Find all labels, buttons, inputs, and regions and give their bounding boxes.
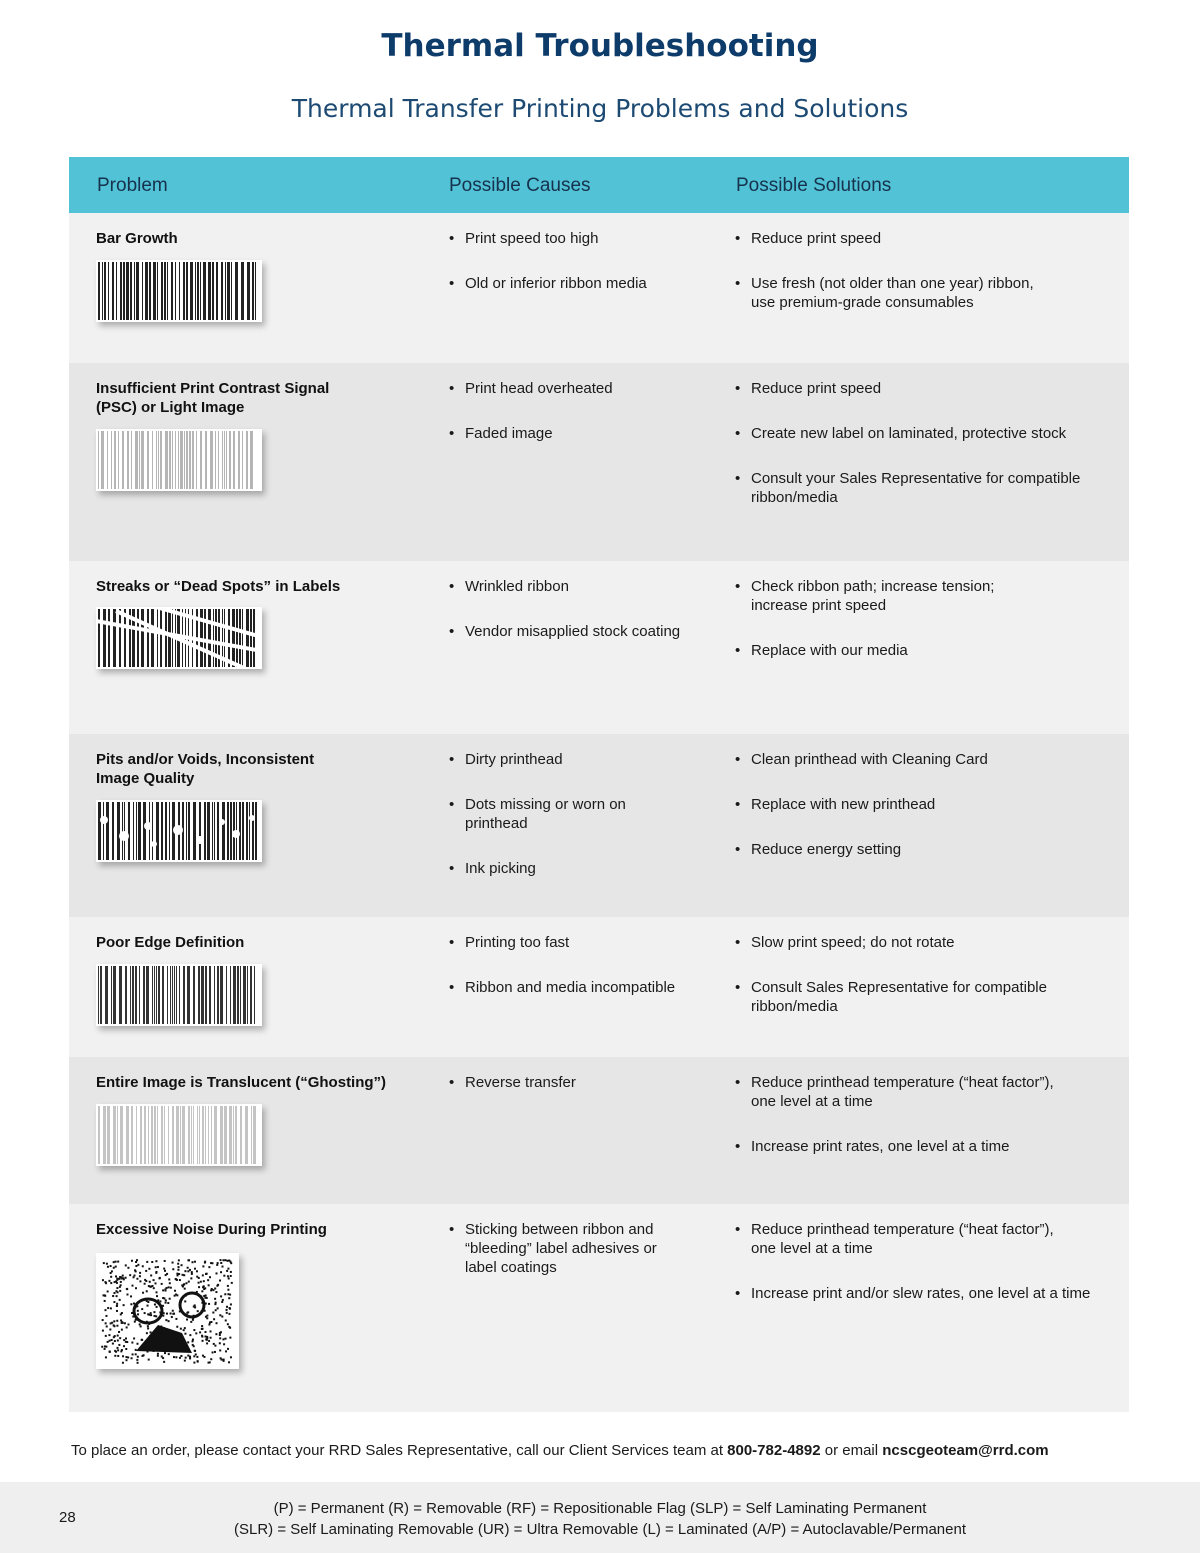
solution-item: • Reduce print speed xyxy=(735,379,1115,398)
cause-item: • Ribbon and media incompatible xyxy=(449,978,719,997)
solution-item: • Reduce printhead temperature (“heat factor”), one level at a time xyxy=(735,1220,1075,1258)
solutions-list xyxy=(735,933,1115,1042)
problem-title: Excessive Noise During Printing xyxy=(96,1221,327,1238)
barcode-bars xyxy=(98,262,256,320)
solution-item: • Replace with new printhead xyxy=(735,795,1115,814)
causes-list xyxy=(449,379,719,469)
column-header-causes: Possible Causes xyxy=(449,175,591,196)
cause-item: • Wrinkled ribbon xyxy=(449,577,719,596)
solution-item: • Check ribbon path; increase tension; increase print speed xyxy=(735,577,1025,615)
solution-item: • Reduce energy setting xyxy=(735,840,1115,859)
ghosting-barcode-image xyxy=(96,1104,262,1166)
solutions-list xyxy=(735,229,1115,338)
abbreviation-legend xyxy=(0,1498,1200,1540)
cause-item: • Print head overheated xyxy=(449,379,719,398)
poor-edge-barcode-image xyxy=(96,964,262,1026)
order-text: To place an order, please contact your RRD Sales Representative, call our Client Services team at xyxy=(71,1442,728,1459)
barcode-bars xyxy=(98,966,255,1024)
causes-list xyxy=(449,750,719,904)
cause-item: • Ink picking xyxy=(449,859,719,878)
causes-list xyxy=(449,933,719,1023)
problem-title: Entire Image is Translucent (“Ghosting”) xyxy=(96,1074,387,1091)
barcode-bars xyxy=(98,1106,256,1164)
problem-title: Pits and/or Voids, Inconsistent Image Quality xyxy=(96,751,315,787)
troubleshooting-table xyxy=(69,157,1129,1412)
solutions-list xyxy=(735,1073,1115,1182)
table-row xyxy=(69,1057,1129,1204)
cause-item: • Print speed too high xyxy=(449,229,719,248)
order-contact-note xyxy=(71,1442,1049,1459)
solutions-list xyxy=(735,379,1115,533)
solution-item: • Clean printhead with Cleaning Card xyxy=(735,750,1115,769)
causes-list xyxy=(449,229,719,319)
table-header xyxy=(69,157,1129,213)
noise-illustration-image xyxy=(96,1253,239,1369)
solution-item: • Reduce printhead temperature (“heat factor”), one level at a time xyxy=(735,1073,1075,1111)
solution-item: • Increase print and/or slew rates, one level at a time xyxy=(735,1284,1115,1303)
light-image-barcode-image xyxy=(96,429,262,491)
causes-list xyxy=(449,577,719,667)
cause-item: • Dots missing or worn on printhead xyxy=(449,795,659,833)
legend-line: (P) = Permanent (R) = Removable (RF) = Repositionable Flag (SLP) = Self Laminating Permanent xyxy=(273,1500,927,1517)
streaks-barcode-image xyxy=(96,607,262,669)
table-row xyxy=(69,734,1129,917)
solution-item: • Increase print rates, one level at a time xyxy=(735,1137,1115,1156)
phone-number: 800-782-4892 xyxy=(727,1442,821,1459)
table-row xyxy=(69,213,1129,363)
solutions-list xyxy=(735,750,1115,885)
cause-item: • Faded image xyxy=(449,424,719,443)
problem-title: Insufficient Print Contrast Signal (PSC) or Light Image xyxy=(96,380,330,416)
solution-item: • Create new label on laminated, protective stock xyxy=(735,424,1115,443)
table-row xyxy=(69,917,1129,1057)
problem-title: Streaks or “Dead Spots” in Labels xyxy=(96,578,341,595)
solution-item: • Use fresh (not older than one year) ribbon, use premium-grade consumables xyxy=(735,274,1045,312)
causes-list xyxy=(449,1073,719,1118)
problem-title: Poor Edge Definition xyxy=(96,934,245,951)
solution-item: • Consult Sales Representative for compatible ribbon/media xyxy=(735,978,1065,1016)
page-subtitle: Thermal Transfer Printing Problems and Solutions xyxy=(291,94,909,123)
page-footer xyxy=(0,1482,1200,1553)
problem-title: Bar Growth xyxy=(96,230,178,247)
email-address: ncscgeoteam@rrd.com xyxy=(882,1442,1049,1459)
solution-item: • Reduce print speed xyxy=(735,229,1115,248)
cause-item: • Reverse transfer xyxy=(449,1073,719,1092)
solutions-list xyxy=(735,1220,1115,1329)
cause-item: • Sticking between ribbon and “bleeding” label adhesives or label coatings xyxy=(449,1220,679,1277)
cause-item: • Printing too fast xyxy=(449,933,719,952)
table-row xyxy=(69,363,1129,561)
table-row xyxy=(69,1204,1129,1412)
table-row xyxy=(69,561,1129,734)
cause-item: • Vendor misapplied stock coating xyxy=(449,622,719,641)
causes-list xyxy=(449,1220,719,1303)
solution-item: • Consult your Sales Representative for compatible ribbon/media xyxy=(735,469,1105,507)
page-number: 28 xyxy=(59,1509,76,1526)
page-title: Thermal Troubleshooting xyxy=(381,28,819,64)
order-text-middle: or email xyxy=(820,1442,883,1459)
cause-item: • Dirty printhead xyxy=(449,750,719,769)
pits-voids-barcode-image xyxy=(96,800,262,862)
solution-item: • Slow print speed; do not rotate xyxy=(735,933,1115,952)
bar-growth-barcode-image xyxy=(96,260,262,322)
cause-item: • Old or inferior ribbon media xyxy=(449,274,719,293)
column-header-problem: Problem xyxy=(97,175,168,196)
legend-line: (SLR) = Self Laminating Removable (UR) = Ultra Removable (L) = Laminated (A/P) = Autoclavable/Permanent xyxy=(233,1521,966,1538)
solution-item: • Replace with our media xyxy=(735,641,1115,660)
column-header-solutions: Possible Solutions xyxy=(736,175,892,196)
barcode-bars xyxy=(98,431,253,489)
solutions-list xyxy=(735,577,1115,686)
